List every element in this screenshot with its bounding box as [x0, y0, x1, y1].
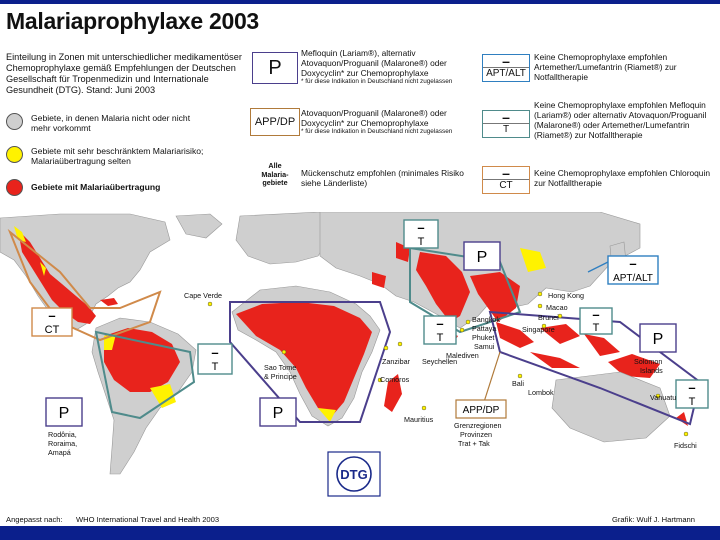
label-islands: Islands [640, 366, 663, 375]
legend-p-text: Mefloquin (Lariam®), alternativ Atovaquon/Proguanil (Malarone®) oder Doxycyclin* zur Chemoprophylaxe [301, 48, 447, 78]
yellow-dot-icon [6, 146, 23, 163]
dash-icon: – [502, 53, 510, 69]
footer-left: Angepasst nach: [6, 515, 63, 524]
legend-p-box: P [252, 52, 298, 84]
legend-t-box [482, 110, 530, 138]
label-macao: Macao [546, 303, 568, 312]
legend-yellow-text: Gebiete mit sehr beschränktem Malariarisiko; Malariaübertragung selten [31, 146, 204, 166]
logo-text: DTG [340, 467, 368, 482]
legend-alle-label: Alle Malaria-gebiete [261, 161, 289, 187]
legend-alle-text: Mückenschutz empfohlen (minimales Risiko siehe Länderliste) [301, 168, 464, 188]
dash-icon: – [629, 256, 637, 271]
dash-icon: – [211, 345, 219, 360]
legend-aptalt-text: Keine Chemoprophylaxe empfohlen Artemether/Lumefantrin (Riamet®) zur Notfalltherapie [534, 52, 677, 82]
red-dot-icon [6, 179, 23, 196]
world-map [0, 212, 720, 514]
map-marker-t-americas [198, 344, 232, 374]
label-comoros: Comoros [380, 375, 410, 384]
legend-ct-text: Keine Chemoprophylaxe empfohlen Chloroquin zur Notfalltherapie [534, 168, 710, 188]
dash-icon: – [502, 165, 510, 181]
label-zanzibar: Zanzibar [382, 357, 410, 366]
label-lombok: Lombok [528, 388, 554, 397]
dash-icon: – [436, 316, 444, 331]
label-roraima: Roraima, [48, 439, 78, 448]
dtg-logo [328, 452, 380, 496]
map-marker-t-pacific [676, 380, 708, 408]
label-malediven: Malediven [446, 351, 479, 360]
map-marker-p-asia [464, 242, 500, 270]
label-mauritius: Mauritius [404, 415, 434, 424]
legend-grey-text: Gebiete, in denen Malaria nicht oder nicht mehr vorkommt [31, 113, 191, 133]
label-provinzen: Provinzen [460, 430, 492, 439]
legend-t-text: Keine Chemoprophylaxe empfohlen Mefloquin (Lariam®) oder alternativ Atovaquon/Proguanil (Malarone®) oder Artemether/Lumefantrin (Riamet®) zur Notfalltherapie [534, 100, 707, 140]
t-label: T [417, 236, 425, 248]
label-bangkok: Bangkok [472, 315, 500, 324]
page-title: Malariaprophylaxe 2003 [6, 8, 259, 34]
label-singapore: Singapore [522, 325, 555, 334]
aptalt-label: APT/ALT [613, 273, 653, 284]
legend-appdp-text: Atovaquon/Proguanil (Malarone®) oder Doxycyclin* zur Chemoprophylaxe [301, 108, 447, 128]
dash-icon: – [48, 308, 56, 323]
dash-icon: – [417, 220, 425, 235]
label-vanuatu: Vanuatu [650, 393, 677, 402]
legend-grey [6, 113, 206, 133]
map-marker-p-africa [260, 398, 296, 426]
legend-appdp [301, 108, 479, 136]
map-marker-p-oceania [640, 324, 676, 352]
legend-t-code: T [483, 123, 529, 135]
map-marker-t-india [424, 316, 456, 344]
bottom-bar [0, 526, 720, 540]
t-label: T [592, 322, 600, 334]
label-rondonia: Rodônia, [48, 430, 77, 439]
map-marker-t-europe [404, 220, 438, 248]
label-hong-kong: Hong Kong [548, 291, 584, 300]
dash-icon: – [502, 109, 510, 125]
label-samui: Samui [474, 342, 495, 351]
legend-red-text: Gebiete mit Malariaübertragung [31, 182, 161, 192]
p-label: P [58, 405, 70, 422]
label-grenzregionen: Grenzregionen [454, 421, 502, 430]
legend-aptalt-box [482, 54, 530, 82]
dash-icon: – [688, 380, 696, 395]
label-sao-tome: Sao Tome [264, 363, 297, 372]
footer-source: WHO International Travel and Health 2003 [76, 515, 220, 524]
label-principe: & Principe [264, 372, 297, 381]
europe [236, 212, 330, 264]
label-phuket: Phuket [472, 333, 495, 342]
legend-yellow [6, 146, 256, 166]
top-bar [0, 0, 720, 4]
label-seychellen: Seychellen [422, 357, 458, 366]
label-brunei: Brunei [538, 313, 559, 322]
label-trat-tak: Trat + Tak [458, 439, 490, 448]
legend-p-note: * für diese Indikation in Deutschland nicht zugelassen [301, 78, 453, 85]
label-amapa: Amapá [48, 448, 71, 457]
p-label: P [476, 249, 488, 266]
legend-appdp-box: APP/DP [250, 108, 300, 136]
label-pattaya: Pattaya [472, 324, 497, 333]
t-label: T [688, 396, 696, 408]
legend-appdp-note: * für diese Indikation in Deutschland nicht zugelassen [301, 128, 453, 135]
legend-p [301, 48, 479, 86]
legend-ct-box [482, 166, 530, 194]
p-label: P [272, 405, 284, 422]
footer [0, 514, 720, 526]
legend-red [6, 179, 160, 196]
grey-dot-icon [6, 113, 23, 130]
label-bali: Bali [512, 379, 524, 388]
label-fidschi: Fidschi [674, 441, 697, 450]
map-marker-t-sea [580, 307, 612, 334]
legend-aptalt-code: APT/ALT [483, 67, 529, 79]
map-marker-ct [32, 308, 72, 336]
intro-text: Einteilung in Zonen mit unterschiedlicher medikamentöser Chemoprophylaxe gemäß Empfehlungen der Deutschen Gesellschaft für Tropenmedizin und Internationale Gesundheit (DTG). Stand: Juni 2003 [6, 52, 242, 95]
map-marker-p-americas [46, 398, 82, 426]
appdp-label: APP/DP [462, 405, 500, 416]
legend-ct-code: CT [483, 179, 529, 191]
footer-right: Grafik: Wulf J. Hartmann [612, 515, 695, 524]
t-label: T [436, 332, 444, 344]
label-solomon: Solomon [634, 357, 663, 366]
dash-icon: – [592, 307, 600, 322]
p-label: P [652, 331, 664, 348]
ct-label: CT [44, 324, 60, 336]
t-label: T [211, 361, 219, 373]
label-cape-verde: Cape Verde [184, 291, 222, 300]
